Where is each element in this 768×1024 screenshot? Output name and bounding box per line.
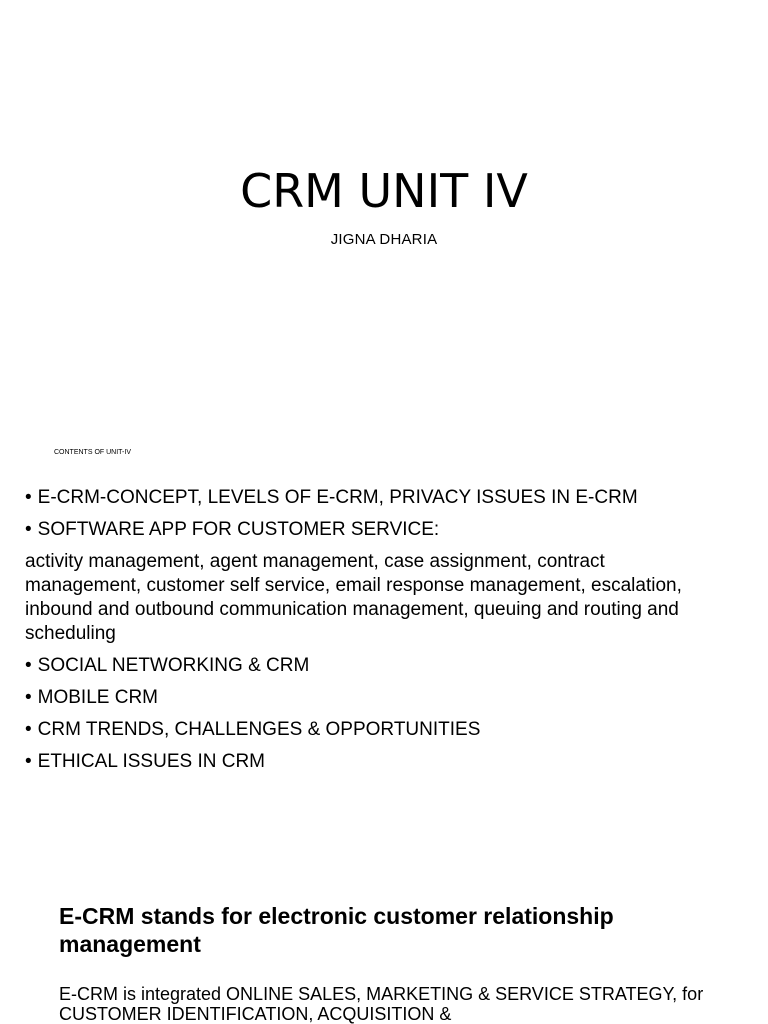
list-item: • SOFTWARE APP FOR CUSTOMER SERVICE:	[25, 518, 725, 542]
contents-list	[25, 486, 725, 782]
ecrm-body-text: E-CRM is integrated ONLINE SALES, MARKETING & SERVICE STRATEGY, for CUSTOMER IDENTIFICATION, ACQUISITION &	[59, 984, 704, 1024]
contents-heading: CONTENTS OF UNIT-IV	[54, 449, 131, 456]
slide-title	[0, 0, 768, 420]
slide-contents	[0, 430, 768, 850]
slide-subtitle-author: JIGNA DHARIA	[330, 231, 438, 248]
list-item: • CRM TRENDS, CHALLENGES & OPPORTUNITIES	[25, 718, 725, 742]
slide-ecrm-definition	[0, 870, 768, 1024]
list-item: • E-CRM-CONCEPT, LEVELS OF E-CRM, PRIVACY ISSUES IN E-CRM	[25, 486, 725, 510]
ecrm-heading: E-CRM stands for electronic customer relationship management	[59, 903, 614, 957]
list-item: • SOCIAL NETWORKING & CRM	[25, 654, 725, 678]
list-item-description: activity management, agent management, case assignment, contract management, customer self service, email response management, escalation, inbound and outbound communication management, queuing and routing and scheduling	[25, 551, 682, 644]
list-item: • ETHICAL ISSUES IN CRM	[25, 750, 725, 774]
list-item: • MOBILE CRM	[25, 686, 725, 710]
slide-title-heading: CRM UNIT IV	[240, 164, 528, 218]
